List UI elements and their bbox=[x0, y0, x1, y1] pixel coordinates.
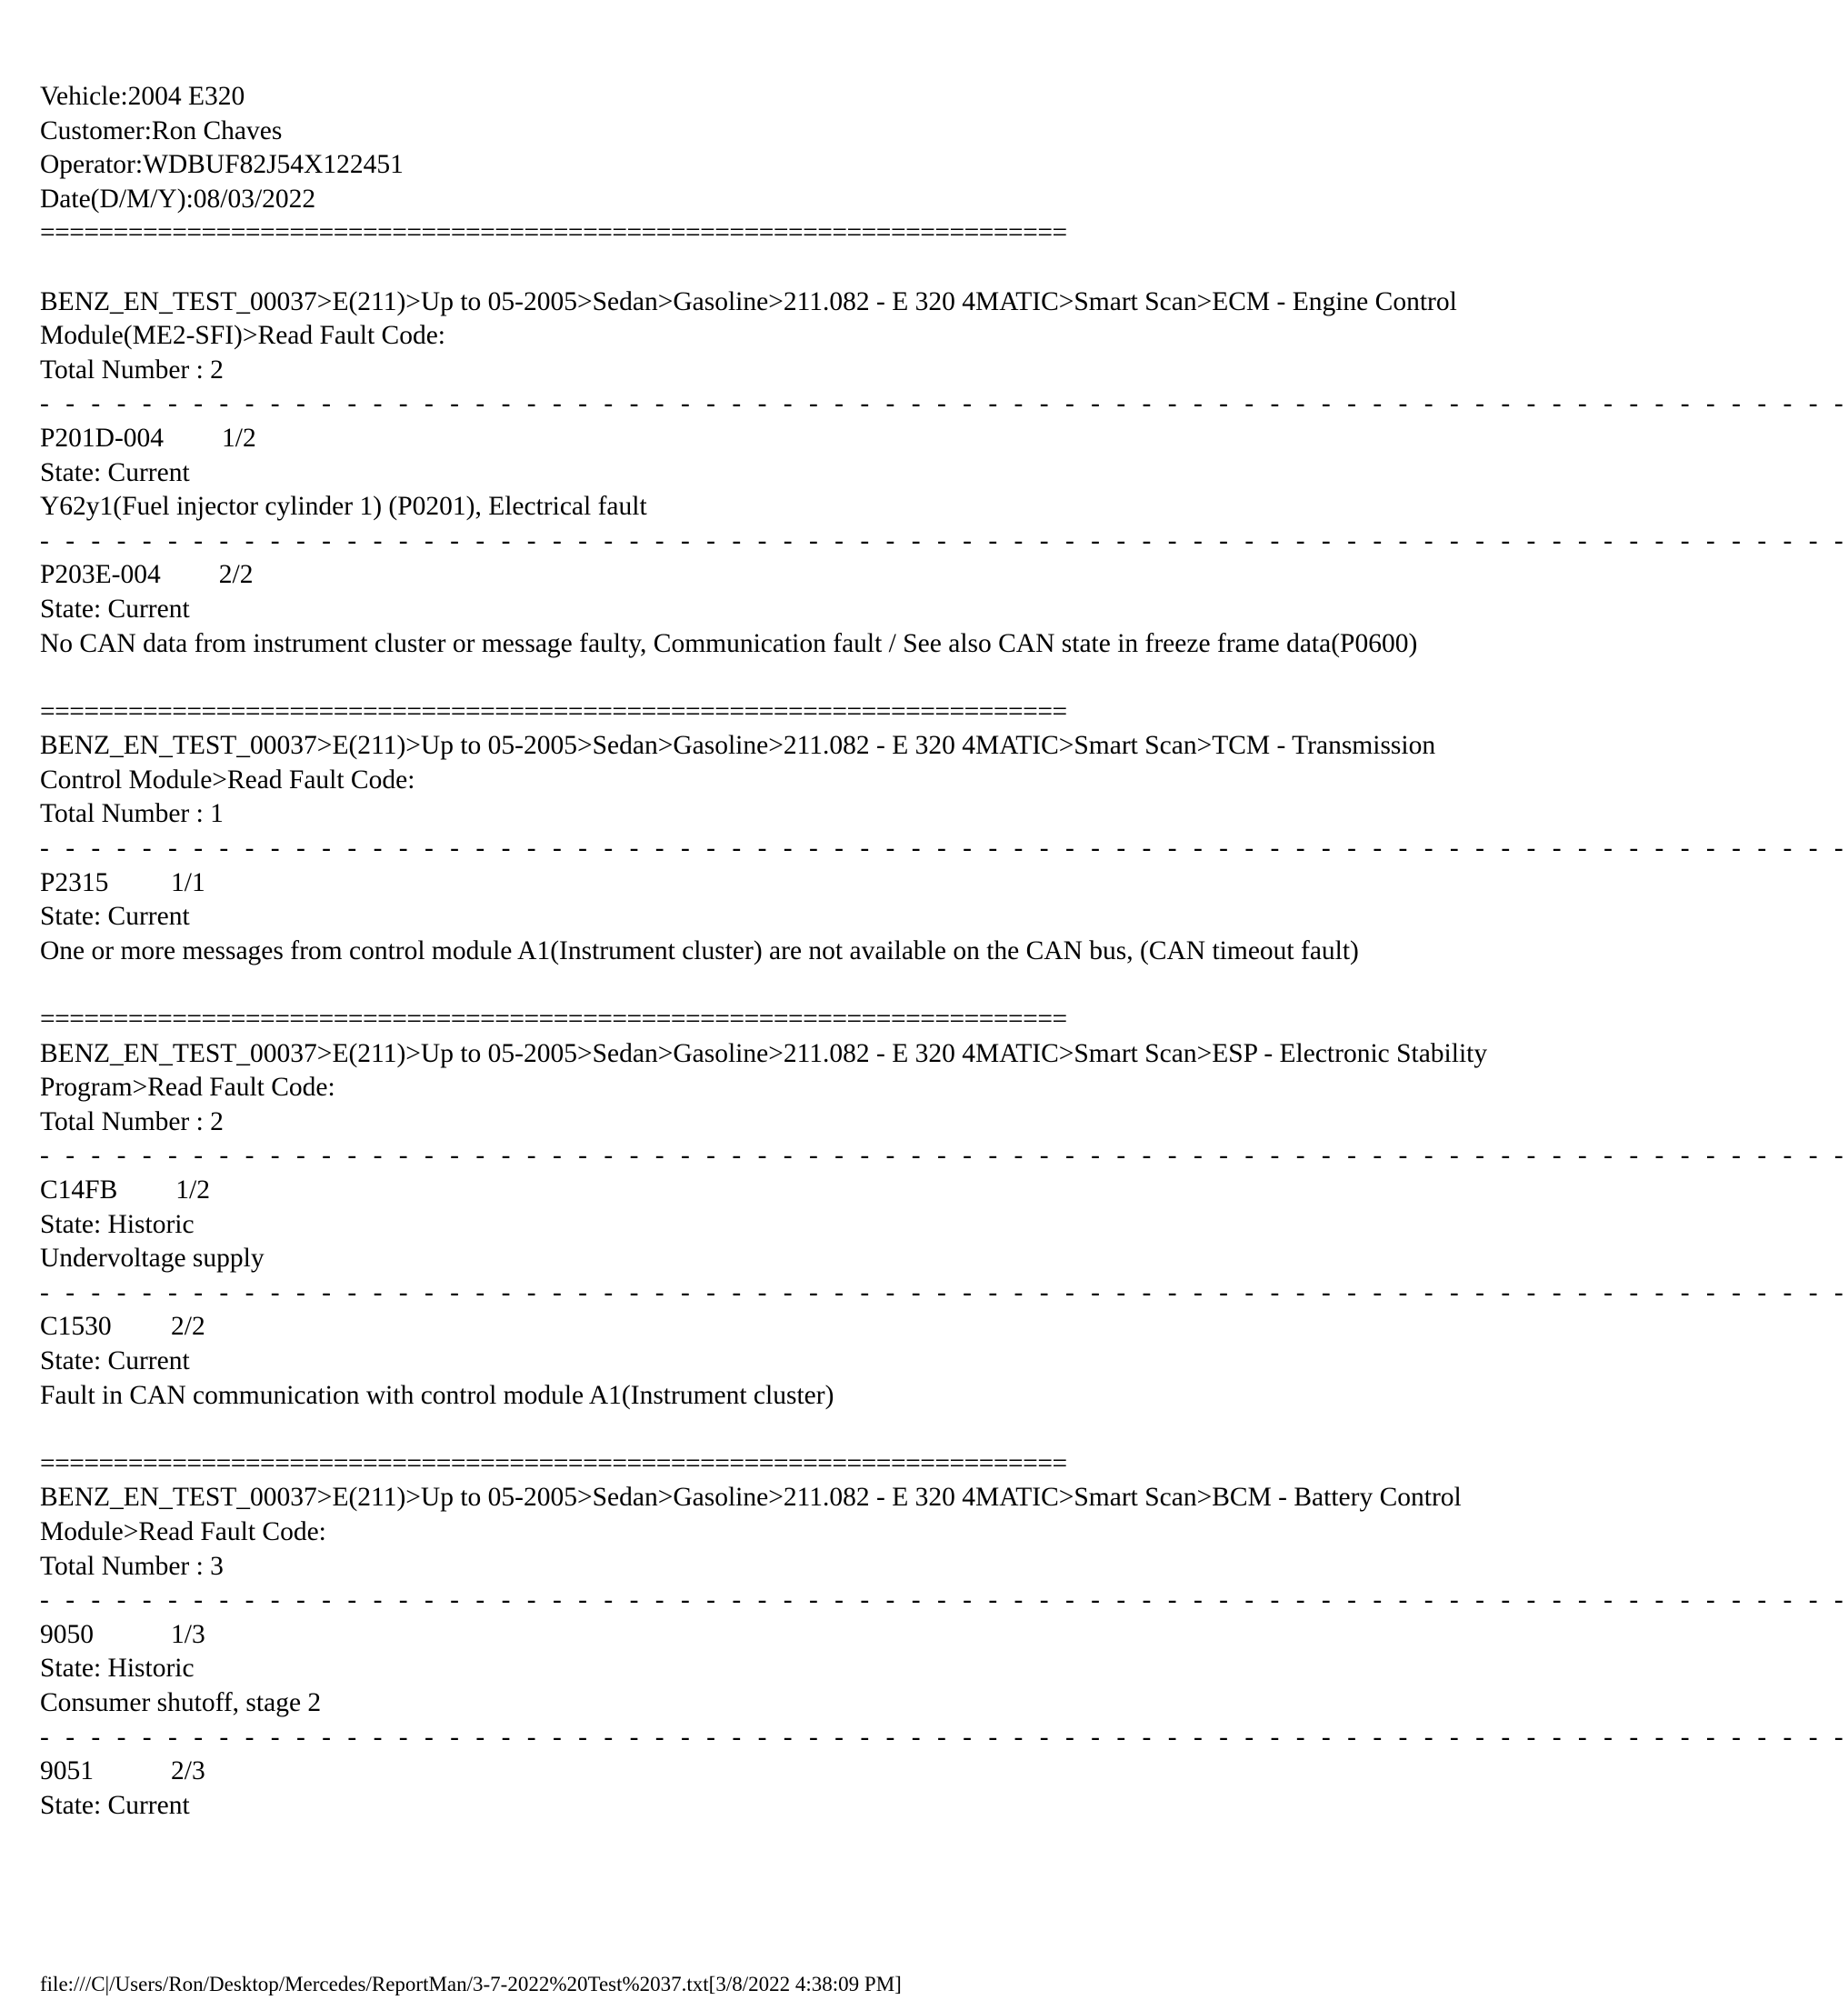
fault-description: One or more messages from control module A1(Instrument cluster) are not available on the CAN bus, (CAN timeout fault) bbox=[40, 935, 1359, 965]
dash-separator: - - - - - - - - - - - - - - - - - - - - - - - - - - - - - - - - - - - - - - - - - - - - - - - - - - - - - - - - - - - - - - - - - - - - - - - bbox=[40, 389, 1848, 419]
equals-separator: ====================================================================== bbox=[40, 1448, 1067, 1478]
fault-code: P201D-004 bbox=[40, 423, 165, 453]
fault-code: 9050 bbox=[40, 1619, 94, 1649]
equals-separator: ====================================================================== bbox=[40, 696, 1067, 726]
fault-state: State: Historic bbox=[40, 1654, 195, 1684]
dash-separator: - - - - - - - - - - - - - - - - - - - - - - - - - - - - - - - - - - - - - - - - - - - - - - - - - - - - - - - - - - - - - - - - - - - - - - - bbox=[40, 1585, 1848, 1615]
total-number: Total Number : 2 bbox=[40, 355, 224, 385]
fault-code: C14FB bbox=[40, 1175, 118, 1205]
dash-separator: - - - - - - - - - - - - - - - - - - - - - - - - - - - - - - - - - - - - - - - - - - - - - - - - - - - - - - - - - - - - - - - - - - - - - - - bbox=[40, 1277, 1848, 1307]
section-path: BENZ_EN_TEST_00037>E(211)>Up to 05-2005>Sedan>Gasoline>211.082 - E 320 4MATIC>Smart Scan>ESP - Electronic Stability Program>Read Fault Code: bbox=[40, 1038, 1488, 1103]
fault-index: 1/2 bbox=[175, 1175, 210, 1205]
fault-entry bbox=[40, 1174, 1513, 1276]
fault-code-line bbox=[40, 1174, 1513, 1208]
equals-separator: ====================================================================== bbox=[40, 1005, 1067, 1035]
fault-code: C1530 bbox=[40, 1312, 112, 1342]
fault-entry bbox=[40, 1310, 1513, 1413]
fault-description: Y62y1(Fuel injector cylinder 1) (P0201), Electrical fault bbox=[40, 492, 647, 522]
fault-code-line bbox=[40, 1618, 1513, 1653]
fault-description: Fault in CAN communication with control module A1(Instrument cluster) bbox=[40, 1380, 834, 1410]
fault-entry bbox=[40, 866, 1513, 969]
vehicle-line: Vehicle:2004 E320 bbox=[40, 82, 245, 111]
fault-code-line bbox=[40, 1755, 1513, 1789]
fault-state: State: Historic bbox=[40, 1209, 195, 1239]
total-number: Total Number : 1 bbox=[40, 799, 224, 829]
fault-code: P203E-004 bbox=[40, 560, 161, 590]
fault-state: State: Current bbox=[40, 1790, 190, 1820]
fault-description: No CAN data from instrument cluster or message faulty, Communication fault / See also CAN state in freeze frame data(P0600) bbox=[40, 628, 1418, 658]
report-page bbox=[40, 80, 1848, 1823]
fault-state: State: Current bbox=[40, 457, 190, 487]
total-number: Total Number : 3 bbox=[40, 1551, 224, 1581]
fault-code: 9051 bbox=[40, 1756, 94, 1786]
fault-code-line bbox=[40, 866, 1513, 901]
equals-separator: ====================================================================== bbox=[40, 218, 1067, 248]
customer-line: Customer:Ron Chaves bbox=[40, 115, 283, 145]
fault-index: 2/2 bbox=[218, 560, 254, 590]
total-number: Total Number : 2 bbox=[40, 1106, 224, 1136]
file-path-footer: file:///C|/Users/Ron/Desktop/Mercedes/ReportMan/3-7-2022%20Test%2037.txt[3/8/2022 4:38:09 PM] bbox=[40, 1973, 902, 1995]
date-line: Date(D/M/Y):08/03/2022 bbox=[40, 184, 316, 214]
dash-separator: - - - - - - - - - - - - - - - - - - - - - - - - - - - - - - - - - - - - - - - - - - - - - - - - - - - - - - - - - - - - - - - - - - - - - - - bbox=[40, 1722, 1848, 1752]
section-esp bbox=[40, 1037, 1848, 1414]
section-ecm bbox=[40, 285, 1848, 662]
blank-line bbox=[40, 968, 1513, 1003]
fault-state: State: Current bbox=[40, 902, 190, 932]
section-path: BENZ_EN_TEST_00037>E(211)>Up to 05-2005>Sedan>Gasoline>211.082 - E 320 4MATIC>Smart Scan>TCM - Transmission Control Module>Read Fault Code: bbox=[40, 731, 1436, 795]
blank-line bbox=[40, 251, 1513, 285]
fault-description: Consumer shutoff, stage 2 bbox=[40, 1687, 322, 1717]
section-bcm bbox=[40, 1481, 1848, 1823]
dash-separator: - - - - - - - - - - - - - - - - - - - - - - - - - - - - - - - - - - - - - - - - - - - - - - - - - - - - - - - - - - - - - - - - - - - - - - - bbox=[40, 525, 1848, 555]
fault-index: 1/3 bbox=[171, 1619, 205, 1649]
fault-index: 1/2 bbox=[222, 423, 256, 453]
section-path: BENZ_EN_TEST_00037>E(211)>Up to 05-2005>Sedan>Gasoline>211.082 - E 320 4MATIC>Smart Scan>BCM - Battery Control Module>Read Fault Code: bbox=[40, 1483, 1462, 1546]
fault-index: 2/3 bbox=[171, 1756, 205, 1786]
blank-line bbox=[40, 1413, 1513, 1447]
report-header bbox=[40, 80, 1513, 251]
fault-entry bbox=[40, 422, 1513, 525]
section-path: BENZ_EN_TEST_00037>E(211)>Up to 05-2005>Sedan>Gasoline>211.082 - E 320 4MATIC>Smart Scan>ECM - Engine Control Module(ME2-SFI)>Read Fault Code: bbox=[40, 286, 1457, 351]
fault-index: 1/1 bbox=[171, 867, 205, 897]
fault-code-line bbox=[40, 1310, 1513, 1345]
fault-entry bbox=[40, 1618, 1513, 1721]
fault-code-line bbox=[40, 558, 1513, 593]
fault-entry bbox=[40, 1755, 1513, 1823]
operator-line: Operator:WDBUF82J54X122451 bbox=[40, 150, 404, 180]
fault-description: Undervoltage supply bbox=[40, 1244, 265, 1274]
dash-separator: - - - - - - - - - - - - - - - - - - - - - - - - - - - - - - - - - - - - - - - - - - - - - - - - - - - - - - - - - - - - - - - - - - - - - - - bbox=[40, 1141, 1848, 1171]
dash-separator: - - - - - - - - - - - - - - - - - - - - - - - - - - - - - - - - - - - - - - - - - - - - - - - - - - - - - - - - - - - - - - - - - - - - - - - bbox=[40, 834, 1848, 864]
fault-state: State: Current bbox=[40, 1345, 190, 1375]
fault-index: 2/2 bbox=[171, 1312, 205, 1342]
fault-code-line bbox=[40, 422, 1513, 456]
fault-entry bbox=[40, 558, 1513, 661]
fault-code: P2315 bbox=[40, 867, 109, 897]
blank-line bbox=[40, 661, 1513, 695]
section-tcm bbox=[40, 729, 1848, 968]
fault-state: State: Current bbox=[40, 594, 190, 624]
